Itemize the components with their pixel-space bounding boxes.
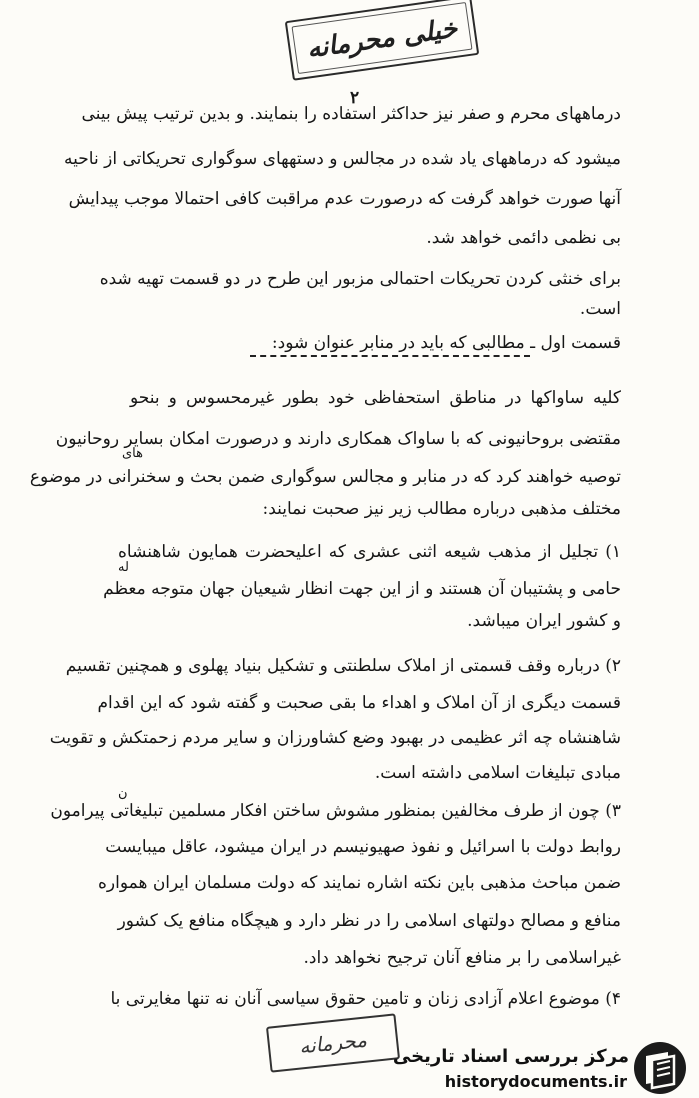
body-line: ۱) تجلیل از مذهب شیعه اثنی عشری که اعلیحضرت همایون شاهنشاه xyxy=(118,542,621,562)
page-number: ۲ xyxy=(350,88,360,108)
body-line: قسمت دیگری از آن املاک و اهداء ما بقی صحبت و گفته شود که این اقدام xyxy=(97,693,621,713)
body-line: مقتضی بروحانیونی که با ساواک همکاری دارند و درصورت امکان بسایر روحانیون xyxy=(55,429,621,449)
body-line: ۴) موضوع اعلام آزادی زنان و تامین حقوق سیاسی آنان نه تنها مغایرتی با xyxy=(110,989,621,1009)
body-line: کلیه ساواکها در مناطق استحفاظی خود بطور غیرمحسوس و بنحو xyxy=(130,388,621,408)
confidential-stamp xyxy=(266,1013,400,1072)
body-line: شاهنشاه چه اثر عظیمی در بهبود وضع کشاورزان و سایر مردم زحمتکش و تقویت xyxy=(49,728,621,748)
body-line: توصیه خواهند کرد که در منابر و مجالس سوگواری ضمن بحث و سخنرانی در موضوع xyxy=(29,467,621,487)
watermark-title: مرکز بررسی اسناد تاریخی xyxy=(392,1046,629,1067)
watermark-url: historydocuments.ir xyxy=(444,1072,627,1091)
body-line: است. xyxy=(579,299,621,319)
body-line: بی نظمی دائمی خواهد شد. xyxy=(426,228,621,248)
body-line: مختلف مذهبی درباره مطالب زیر نیز صحبت نمایند: xyxy=(262,499,621,519)
classification-stamp xyxy=(285,0,480,81)
body-line: آنها صورت خواهد گرفت که درصورت عدم مراقبت کافی احتمالا موجب پیدایش xyxy=(68,189,621,209)
body-line: غیراسلامی را بر منافع آنان ترجیح نخواهد داد. xyxy=(303,948,621,968)
handwritten-insert: له xyxy=(118,560,129,575)
body-line: میشود که درماههای یاد شده در مجالس و دستههای سوگواری تحریکاتی از ناحیه xyxy=(64,149,621,169)
body-line: حامی و پشتیبان آن هستند و از این جهت انظار شیعیان جهان متوجه معظم xyxy=(103,579,621,599)
body-line: ۳) چون از طرف مخالفین بمنظور مشوش ساختن افکار مسلمین تبلیغاتی پیرامون xyxy=(50,801,621,821)
classification-stamp-text: خیلی محرمانه xyxy=(305,13,460,65)
body-line: ۲) درباره وقف قسمتی از املاک سلطنتی و تشکیل بنیاد پهلوی و همچنین تقسیم xyxy=(65,656,621,676)
handwritten-insert: ن xyxy=(118,786,128,801)
body-line: و کشور ایران میباشد. xyxy=(467,611,621,631)
confidential-stamp-text: محرمانه xyxy=(298,1027,368,1059)
body-line: منافع و مصالح دولتهای اسلامی را در نظر دارد و هیچگاه منافع یک کشور xyxy=(117,911,621,931)
handwritten-insert: های xyxy=(122,446,143,461)
body-line: برای خنثی کردن تحریکات احتمالی مزبور این طرح در دو قسمت تهیه شده xyxy=(99,269,621,289)
body-line: روابط دولت با اسرائیل و نفوذ صهیونیسم در ایران میشود، عاقل میبایست xyxy=(105,837,621,857)
heading-underline xyxy=(250,355,530,357)
body-line: مبادی تبلیغات اسلامی داشته است. xyxy=(374,763,621,783)
body-line: درماههای محرم و صفر نیز حداکثر استفاده را بنمایند. و بدین ترتیب پیش بینی xyxy=(81,104,621,124)
archive-logo-icon xyxy=(632,1040,688,1096)
section-heading: قسمت اول ـ مطالبی که باید در منابر عنوان شود: xyxy=(271,333,621,353)
body-line: ضمن مباحث مذهبی باین نکته اشاره نمایند که دولت مسلمان ایران همواره xyxy=(98,873,621,893)
